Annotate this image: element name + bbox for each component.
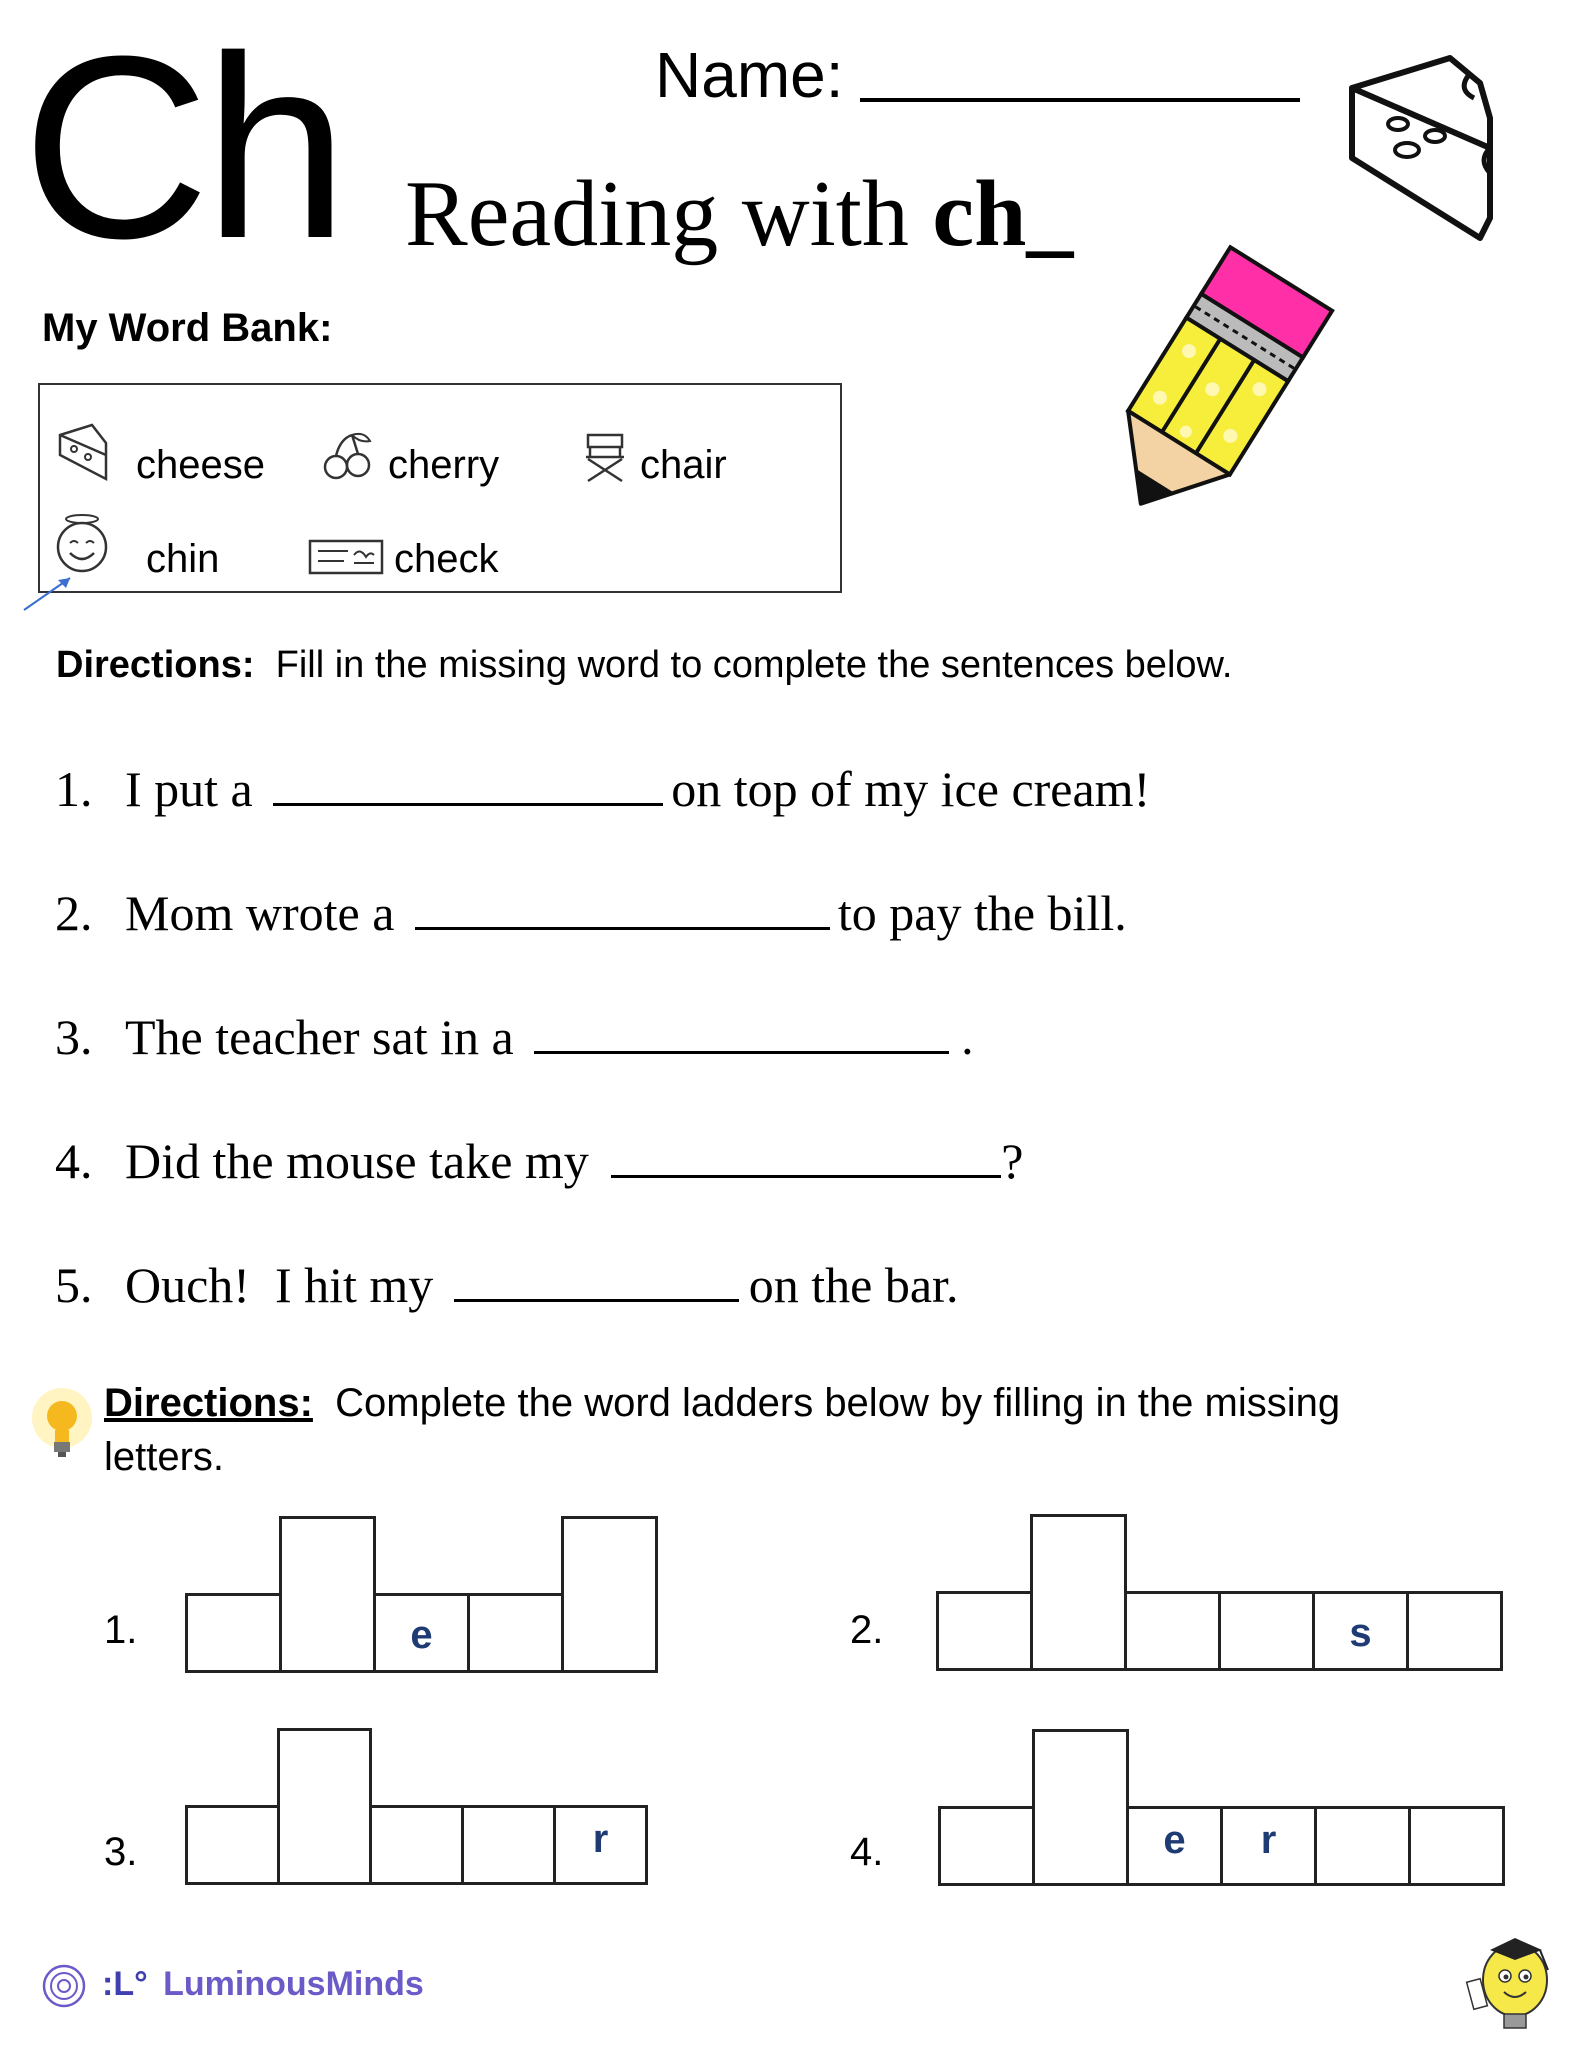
- sentence-before: Ouch! I hit my: [125, 1257, 434, 1313]
- chin-face-icon: [52, 513, 112, 575]
- word-chair: chair: [640, 443, 727, 487]
- name-label: Name:: [655, 39, 844, 111]
- pencil-illustration-icon: [1085, 240, 1345, 530]
- ladder-cell[interactable]: [1408, 1806, 1505, 1886]
- answer-blank[interactable]: [415, 927, 830, 930]
- title-regular: Reading with: [405, 162, 933, 266]
- ladder-cell[interactable]: e: [373, 1593, 470, 1673]
- ladder-number: 2.: [850, 1608, 884, 1652]
- sentence-after: ?: [1001, 1133, 1024, 1189]
- sentence-before: The teacher sat in a: [125, 1009, 514, 1065]
- ladder-cell[interactable]: [1406, 1591, 1503, 1671]
- ladder-number: 4.: [850, 1830, 884, 1874]
- name-field-line[interactable]: [860, 98, 1300, 102]
- chair-icon: [580, 431, 630, 485]
- ladder-number: 1.: [104, 1608, 138, 1652]
- check-icon: [308, 537, 384, 577]
- sentence-before: Mom wrote a: [125, 885, 395, 941]
- mascot-bulb-icon: [1460, 1920, 1570, 2040]
- directions-label: Directions:: [104, 1381, 313, 1425]
- sentence-before: I put a: [125, 761, 253, 817]
- ladder-cell[interactable]: [185, 1593, 282, 1673]
- word-bank-box: [38, 383, 842, 593]
- ladder-cell[interactable]: [938, 1806, 1035, 1886]
- sentence-number: 5.: [55, 1257, 93, 1313]
- word-bank-label: My Word Bank:: [42, 306, 333, 350]
- cheese-illustration-icon: [1340, 48, 1510, 248]
- sentence-2: [55, 884, 1127, 942]
- sentence-4: [55, 1132, 1024, 1190]
- ladder-cell-tall[interactable]: [279, 1516, 376, 1673]
- answer-blank[interactable]: [273, 803, 663, 806]
- copyright-icon: [40, 1962, 88, 2010]
- ladder-cell[interactable]: e: [1126, 1806, 1223, 1886]
- brand-mark-icon: :L°: [102, 1965, 148, 2003]
- brand-logo: [102, 1965, 424, 2004]
- sentence-after: .: [961, 1009, 974, 1065]
- lightbulb-icon: [30, 1386, 94, 1470]
- ladder-cell[interactable]: [369, 1805, 464, 1885]
- cherry-icon: [318, 431, 378, 481]
- directions-word-ladders: [104, 1376, 1434, 1484]
- word-check: check: [394, 537, 499, 581]
- word-cherry: cherry: [388, 443, 500, 487]
- ladder-cell[interactable]: s: [1312, 1591, 1409, 1671]
- answer-blank[interactable]: [454, 1299, 739, 1302]
- directions-label: Directions:: [56, 644, 255, 686]
- page-title: [405, 160, 1073, 268]
- title-bold: ch_: [932, 162, 1074, 266]
- ladder-cell-tall[interactable]: [1032, 1729, 1129, 1886]
- ladder-cell[interactable]: [1218, 1591, 1315, 1671]
- ladder-cell[interactable]: [1124, 1591, 1221, 1671]
- ladder-cell[interactable]: [185, 1805, 280, 1885]
- sentence-number: 3.: [55, 1009, 93, 1065]
- sentence-before: Did the mouse take my: [125, 1133, 589, 1189]
- sentence-after: to pay the bill.: [837, 885, 1127, 941]
- ladder-cell[interactable]: [461, 1805, 556, 1885]
- directions-text: Complete the word ladders below by filling in the missing letters.: [104, 1381, 1341, 1479]
- directions-text: Fill in the missing word to complete the sentences below.: [275, 644, 1233, 686]
- pointer-arrow-icon: [20, 570, 80, 615]
- cheese-icon: [56, 421, 112, 485]
- sentence-5: [55, 1256, 958, 1314]
- answer-blank[interactable]: [534, 1051, 949, 1054]
- sentence-after: on the bar.: [748, 1257, 959, 1313]
- ladder-cell[interactable]: r: [1220, 1806, 1317, 1886]
- ladder-number: 3.: [104, 1830, 138, 1874]
- directions-fill-in: [56, 644, 1232, 687]
- big-ch-letters: Ch: [22, 3, 343, 293]
- ladder-cell-tall[interactable]: [1030, 1514, 1127, 1671]
- ladder-cell[interactable]: [467, 1593, 564, 1673]
- word-chin: chin: [146, 537, 220, 581]
- sentence-1: [55, 760, 1150, 818]
- ladder-cell-tall[interactable]: [277, 1728, 372, 1885]
- sentence-number: 1.: [55, 761, 93, 817]
- ladder-cell-tall[interactable]: [561, 1516, 658, 1673]
- brand-name: LuminousMinds: [163, 1965, 424, 2003]
- ladder-cell[interactable]: [1314, 1806, 1411, 1886]
- ladder-cell[interactable]: r: [553, 1805, 648, 1885]
- sentence-number: 4.: [55, 1133, 93, 1189]
- sentence-number: 2.: [55, 885, 93, 941]
- word-cheese: cheese: [136, 443, 265, 487]
- ladder-cell[interactable]: [936, 1591, 1033, 1671]
- sentence-after: on top of my ice cream!: [671, 761, 1151, 817]
- answer-blank[interactable]: [611, 1175, 1001, 1178]
- sentence-3: [55, 1008, 974, 1066]
